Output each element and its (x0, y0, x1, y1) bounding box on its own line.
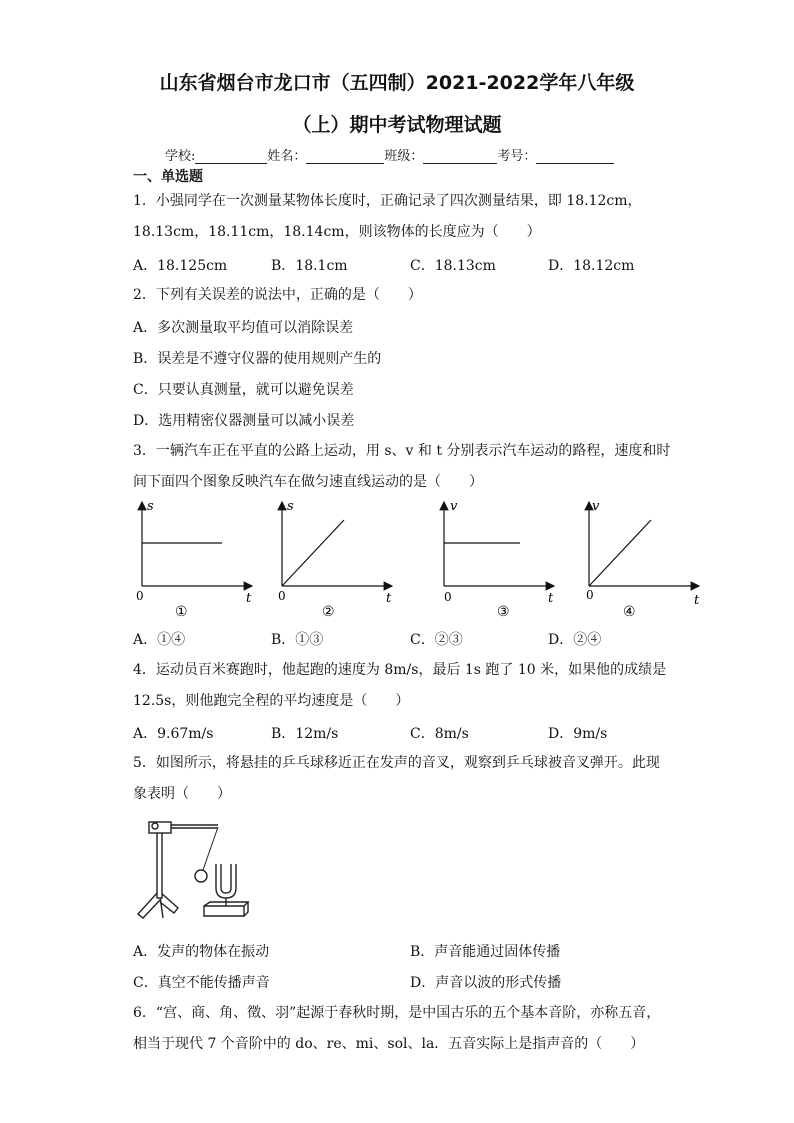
origin-label: 0 (136, 589, 144, 603)
stand-pole (157, 828, 162, 898)
q5-option-c[interactable]: C．真空不能传播声音 (133, 975, 270, 991)
x-axis-label: t (386, 591, 392, 606)
q4-option-d[interactable]: D．9m/s (548, 726, 608, 742)
graph-number: ④ (623, 604, 636, 620)
suspension-thread (203, 827, 218, 870)
graph-1 (128, 496, 258, 621)
x-axis-label: t (548, 591, 554, 606)
resonance-box (204, 906, 244, 916)
diagonal-line (589, 520, 651, 586)
name-blank[interactable] (306, 149, 384, 164)
x-axis-label: t (694, 593, 700, 608)
graph-3 (430, 496, 560, 621)
q3-option-a[interactable]: A．①④ (133, 632, 186, 648)
q5-option-a[interactable]: A．发声的物体在振动 (133, 944, 270, 960)
school-blank[interactable] (195, 149, 267, 164)
origin-label: 0 (278, 589, 286, 603)
q3-stem-line1: 3．一辆汽车正在平直的公路上运动，用 s、v 和 t 分别表示汽车运动的路程，速度和时 (133, 443, 671, 459)
q4-option-b[interactable]: B．12m/s (271, 726, 339, 742)
y-axis-label: s (287, 499, 294, 514)
q6-stem-line1: 6．“宫、商、角、徵、羽”起源于春秋时期，是中国古乐的五个基本音阶，亦称五音， (133, 1005, 661, 1021)
diagonal-line (282, 520, 344, 586)
q1-option-c[interactable]: C．18.13cm (410, 258, 496, 274)
origin-label: 0 (586, 588, 594, 602)
graph-4 (575, 496, 705, 621)
y-axis-label: v (450, 499, 458, 514)
q2-option-a[interactable]: A．多次测量取平均值可以消除误差 (133, 320, 354, 336)
exam-number-label: 考号： (497, 149, 537, 164)
q2-option-d[interactable]: D．选用精密仪器测量可以减小误差 (133, 413, 355, 429)
q5-option-b[interactable]: B．声音能通过固体传播 (410, 944, 561, 960)
graph-number: ① (175, 604, 188, 620)
stand-leg-front (160, 896, 163, 918)
q5-option-d[interactable]: D．声音以波的形式传播 (410, 975, 562, 991)
tuning-fork-pingpong-illustration (130, 812, 255, 924)
q3-option-d[interactable]: D．②④ (548, 632, 602, 648)
graph-number: ② (322, 604, 335, 620)
section-title: 一、单选题 (133, 169, 203, 185)
q4-stem-line1: 4．运动员百米赛跑时，他起跑的速度为 8m/s，最后 1s 跑了 10 米，如果他的成绩是 (133, 662, 667, 678)
q5-stem-line1: 5．如图所示，将悬挂的乒乓球移近正在发声的音叉，观察到乒乓球被音叉弹开。此现 (133, 755, 660, 771)
q4-stem-line2: 12.5s，则他跑完全程的平均速度是（ ） (133, 693, 410, 709)
class-blank[interactable] (423, 149, 497, 164)
q2-stem: 2．下列有关误差的说法中，正确的是（ ） (133, 287, 422, 303)
y-axis-label: s (147, 499, 154, 514)
q1-option-a[interactable]: A．18.125cm (133, 258, 228, 274)
x-axis-label: t (246, 591, 252, 606)
q1-option-b[interactable]: B．18.1cm (271, 258, 348, 274)
name-label: 姓名： (267, 149, 307, 164)
pingpong-ball (195, 870, 207, 882)
exam-number-blank[interactable] (536, 149, 614, 164)
q6-stem-line2: 相当于现代 7 个音阶中的 do、re、mi、sol、la．五音实际上是指声音的（ ） (133, 1036, 645, 1052)
q3-option-b[interactable]: B．①③ (271, 632, 324, 648)
class-label: 班级： (384, 149, 424, 164)
exam-title-line2: （上）期中考试物理试题 (292, 114, 502, 136)
q2-option-b[interactable]: B．误差是不遵守仪器的使用规则产生的 (133, 351, 382, 367)
student-info-line (165, 145, 614, 164)
q4-option-c[interactable]: C．8m/s (410, 726, 469, 742)
school-label: 学校: (165, 149, 196, 164)
q2-option-c[interactable]: C．只要认真测量，就可以避免误差 (133, 382, 354, 398)
q3-option-c[interactable]: C．②③ (410, 632, 463, 648)
q3-stem-line2: 间下面四个图象反映汽车在做匀速直线运动的是（ ） (133, 474, 483, 490)
q1-stem-line2: 18.13cm，18.11cm，18.14cm，则该物体的长度应为（ ） (133, 224, 541, 240)
graph-2 (268, 496, 398, 621)
tuning-fork-inner (221, 864, 231, 893)
graph-number: ③ (497, 604, 510, 620)
q4-option-a[interactable]: A．9.67m/s (133, 726, 214, 742)
q1-stem-line1: 1．小强同学在一次测量某物体长度时，正确记录了四次测量结果，即 18.12cm， (133, 193, 642, 209)
exam-title-line1: 山东省烟台市龙口市（五四制）2021-2022学年八年级 (159, 72, 635, 94)
y-axis-label: v (592, 499, 600, 514)
q5-stem-line2: 象表明（ ） (133, 786, 231, 802)
origin-label: 0 (444, 590, 452, 604)
q1-option-d[interactable]: D．18.12cm (548, 258, 635, 274)
